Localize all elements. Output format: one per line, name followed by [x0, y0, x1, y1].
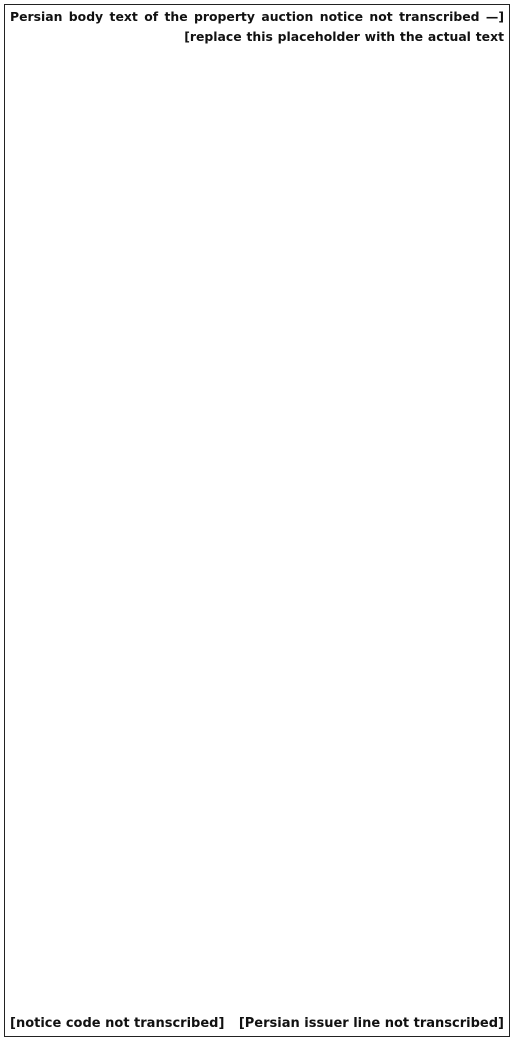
notice-footer — [10, 1010, 504, 1036]
notice-body-text: [Persian body text of the property auction notice not transcribed — replace this placeholder with the actual text] — [10, 9, 504, 45]
auction-notice — [4, 4, 510, 1037]
footer-issuer: [Persian issuer line not transcribed] — [238, 1015, 504, 1031]
footer-code: [notice code not transcribed] — [10, 1015, 225, 1031]
